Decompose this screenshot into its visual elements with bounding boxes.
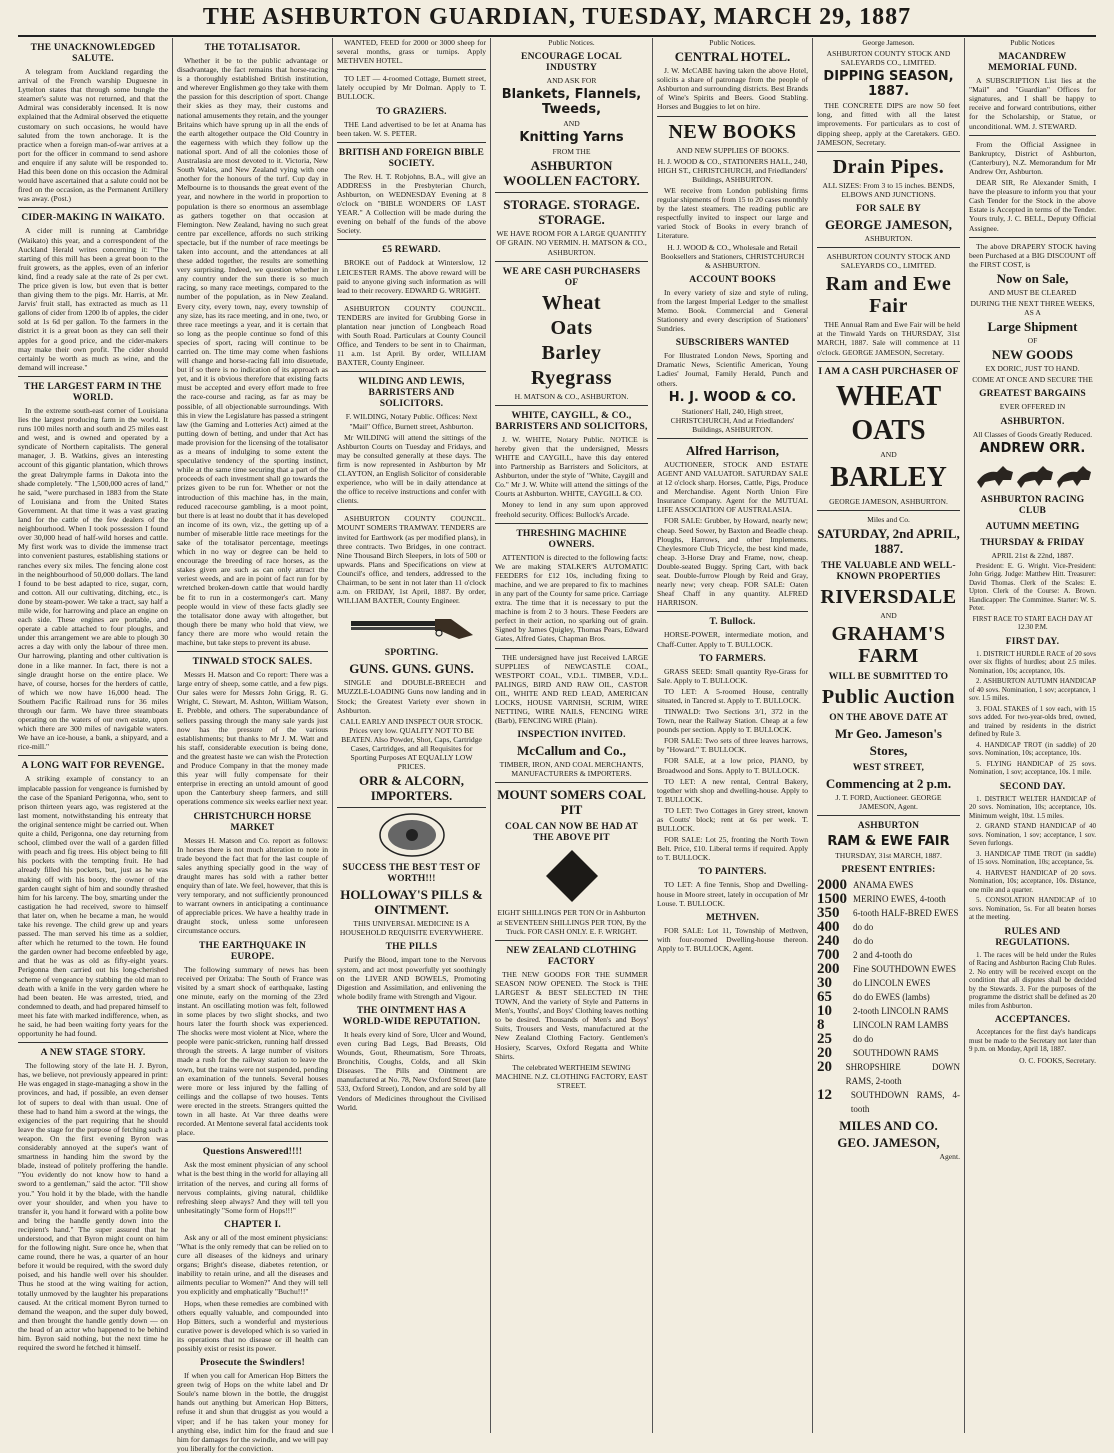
entry-row [817,1018,960,1032]
advert-text: AND [880,449,897,459]
entry-count: 2000 [817,877,847,894]
racing-illustration [969,460,1096,490]
race-item: 4. HARVEST HANDICAP of 20 sovs. Nomination, 10s; acceptance, 10s. Distance, one mile and a quarter. [969,868,1096,894]
advert-text: The Rev. H. T. Robjohns, B.A., will give an ADDRESS in the Presbyterian Church, Ashburton, on WEDNESDAY Evening at 8 o'clock on "BIBLE WONDERS OF LAST YEAR." A Collection will be made during the evening on behalf of the funds of the above Society. [337,171,486,236]
advert-text: COME AT ONCE AND SECURE THE [972,375,1093,385]
advert-heading: GREATEST BARGAINS [979,389,1086,400]
article-text: A telegram from Auckland regarding the arrival of the French warship Duguesne in Lyttelton states that through some bungle the steamer's salute was not returned, and that the Admiral was considerably incensed. It is now explained that the Admiral observed the etiquette customary on such occasions, he would have saluted from the town anchorage. It is the practice when a foreign man-of-war arrives at a port for the officer in command to send ashore and enquire if any salute will be responded to. Had this been done on this occasion the Admiral would have ascertained that a salute could not be fired on the occasion, as the Permanent Artillery was away. (Post.) [18,67,168,204]
advert-text: H. J. WOOD & CO., Wholesale and Retail Booksellers and Stationers, CHRISTCHURCH & ASHBURTON. [660,242,805,270]
advert-heading: ANDREW ORR. [979,440,1086,456]
article-heading: THE UNACKNOWLEDGED SALUTE. [30,43,156,64]
entry-count: 65 [817,989,832,1006]
advert-text: GEORGE JAMESON, ASHBURTON. [829,496,948,506]
advert-heading: SECOND DAY. [999,781,1066,792]
divider [817,151,960,152]
race-item: 2. GRAND STAND HANDICAP of 40 sovs. Nomination, 1 sov; acceptance, 1 sov. Seven furlongs. [969,822,1096,848]
advert-heading: Large Shipment [987,319,1078,335]
advert-text: EIGHT SHILLINGS PER TON Or in Ashburton at SEVENTEEN SHILLINGS PER TON, By the Truck. FOR CASH ONLY. E. F. WRIGHT. [496,908,647,936]
advert-text: EX DORIC, JUST TO HAND. [985,364,1080,374]
article-text: Ask the most eminent physician of any school what is the best thing in the world for allaying all irritation of the nerves, and curing all forms of nervous complaints, giving natural, childlike refreshing sleep always? And they will tell you unhesitatingly "Some form of Hops!!!" [177,1160,328,1215]
advert-heading: RULES AND REGULATIONS. [995,926,1070,948]
advert-heading: ENCOURAGE LOCAL INDUSTRY [521,52,622,74]
article-text: Messrs H. Matson and Co report: There was a large entry of sheep, some cattle, and a few pigs. Our sales were for Messrs John Grigg, R. G. Wright, C. Stewart, M. Ashton, William Watson, E. Prebble, and others. The superabundance of sellers passing through the many sale yards just now has the pressure of the various establishments; but thanks to Mr J. M. Watt and his staff, considerable execution is being done, and the greatest haste we can wish the Protection and Produce Company in that the money made this year will fully compensate for their enterprise in erecting an untold amount of good upon the Canterbury sheep farmers, and still operations commence six weeks earlier next year. [177,670,328,807]
advert-text: HORSE-POWER, intermediate motion, and Chaff-Cutter. Apply to T. BULLOCK. [657,630,808,649]
column-rule [490,38,491,1433]
advert-heading: GUNS. GUNS. GUNS. [349,661,474,677]
advert-heading: BRITISH AND FOREIGN BIBLE SOCIETY. [338,147,485,169]
advert-heading: GEORGE JAMESON, [824,216,953,232]
race-item: 2. ASHBURTON AUTUMN HANDICAP of 40 sovs. Nomination, 1 sov; acceptance, 1 sov. 1.5 miles. [969,677,1096,703]
article-text: The following story of the late H. J. Byron, has, we believe, not previously appeared in print: He was engaged in stage-managing a show in the provinces, and had, if possible, an even denser lot of supers to deal with than usual. One of these had to hand him a sword at the wings, the exigencies of the part requiring that he should leave the stage for the purpose of fetching such a weapon. On the first evening Byron was considerably annoyed at the super's want of smartness in handing him the sword by the blade, instead of politely proffering the handle. "You evidently do not know how to hand a sword to a gentleman," said the actor. "I'll show you." You hold it by the blade, with the handle over your shoulder, and when you have to transfer it, you hand it forward with a polite bow and bring the handle gently down into the recipient's hand." The super assured that he understood, and that Byron might count on him for the following night. Sure once he, when that came round, there he was, a quarter of an hour before it would be required, with the sword duly poised, and his handle well over his shoulder. Thus he stood at the wing waiting for action, totally unmoved by the laughter his preparations caused. At the critical moment Byron turned to demand the weapon, and the super duly bowed, and then brought the handle gently down — on the head of an actor who happened to be behind him. Byron said nothing, but the next time he required the sword he fetched it himself. [18,1061,168,1353]
advert-text: DURING THE NEXT THREE WEEKS, AS A [970,298,1095,318]
advert-heading: RAM & EWE FAIR [827,834,950,850]
divider [177,651,328,652]
grain-item: Barley [541,341,602,364]
advert-heading: METHVEN. [705,912,760,923]
entry-row [817,1088,960,1116]
divider [337,371,486,372]
divider [495,192,648,193]
entry-row [817,934,960,948]
shotgun-icon [347,609,477,643]
entry-count: 20 [817,1059,832,1076]
advert-text: ASHBURTON COUNTY STOCK AND SALEYARDS CO., LIMITED. [826,49,951,68]
entry-count: 10 [817,1003,832,1020]
advert-text: WE receive from London publishing firms regular shipments of from 15 to 20 cases monthly by the latest steamers. The reading public are respectfully invited to inspect our large and varied Stock of Books in every branch of Literature. [657,185,809,241]
column-1 [18,38,168,1433]
advert-heading: Stores, [869,742,908,758]
advert-heading: Ram and Ewe Fair [825,273,952,318]
advert-text: WANTED, FEED for 2000 or 3000 sheep for several months, grass or turnips. Apply METHVEN HOTEL. [337,38,486,66]
entry-description: do do EWES (lambs) [853,992,930,1003]
article-heading: CIDER-MAKING IN WAIKATO. [21,213,165,224]
grain-item: OATS [851,414,926,446]
divider [657,438,808,439]
entry-count: 30 [817,975,832,992]
advert-heading: Mr Geo. Jameson's [835,725,942,741]
advert-text: H. MATSON & CO., ASHBURTON. [514,391,629,401]
racehorses-icon [973,460,1093,490]
advert-text: AND MUST BE CLEARED [988,287,1077,297]
advert-heading: GEO. JAMESON, [837,1135,940,1151]
advert-text: O. C. FOOKS, Secretary. [1019,1055,1096,1065]
advert-text: For Illustrated London News, Sporting and Dramatic News, Scientific American, Young Ladies' Journal, Family Herald, Punch and others. [657,351,808,388]
advert-text: ATTENTION is directed to the following facts: We are making STALKER'S AUTOMATIC FEEDERS for £12 10s, including fixing to machine, and we are prepared to fix to machines in any part of the County for same price. Carriage extra. The time that it is necessary to put the machine is from 2 to 3 hours. These Feeders are perfect in their action, no sparking out of grain. Signed by James Quigley, Thomas Pears, Edward Gates, Alfred Gates, Chapman Bros. [495,552,648,644]
advert-text: ASHBURTON COUNTY COUNCIL. MOUNT SOMERS TRAMWAY. TENDERS are invited for Earthwork (as per modified plans), in three contracts. Two Bridges, in one contract. Nine Thousand Birch Sleepers, in lots of 500 or upwards. Plans and Specifications on view at Council's office, and tenders, addressed to the Chairman, to be sent in not later than 11 o'clock a.m. on FRIDAY, 1st April, 1887. By order, WILLIAM BAXTER, County Engineer. [337,514,486,606]
advert-heading: MACANDREW MEMORIAL FUND. [988,52,1077,74]
column-2 [177,38,328,1453]
advert-heading: PRESENT ENTRIES: [841,865,936,876]
advert-heading: STORAGE. STORAGE. STORAGE. [503,197,640,228]
divider [337,509,486,510]
advert-text: F. WILDING, Notary Public. Offices: Next "Mail" Office, Burnett street, Ashburton. [345,412,478,431]
advert-text: THE CONCRETE DIPS are now 50 feet long, and fitted with all the latest improvements. For particulars as to cost of dipping sheep, apply at the Caretakers. GEO. JAMESON, Secretary. [817,101,960,147]
advert-text: BROKE out of Paddock at Winterslow, 12 LEICESTER RAMS. The above reward will be paid to anyone giving such information as will lead to their recovery. EDWARD G. WRIGHT. [337,258,486,295]
divider [817,815,960,816]
divider [495,261,648,262]
advert-text: TO LET: A fine Tennis, Shop and Dwelling-house in Moore street, lately in occupation of Mr Louse. T. BULLOCK. [657,880,808,908]
article-heading: CHRISTCHURCH HORSE MARKET [193,811,312,833]
advert-text: THIS UNIVERSAL MEDICINE IS A HOUSEHOLD REQUISITE EVERYWHERE. [339,919,484,938]
advert-heading: TO FARMERS. [699,653,766,664]
advert-text: President: E. G. Wright. Vice-President: John Grigg. Judge: Matthew Hitt. Treasurer: David Thomas. Clerk of the Scales: E. Upton. Clerk of the Course: A. Brown. Handicapper: The Committee. Starter: W. S. Peter. [969,561,1096,613]
advert-text: THE NEW GOODS FOR THE SUMMER SEASON NOW OPENED. The Stock is THE LARGEST & BEST SELECTED IN THE TOWN, And the variety of Style and Patterns in Men's, Youths', and Boys' Clothing leaves nothing to be desired. Thousands of Men's and Boys' Suits, Trousers and Vests, manufactured at the New Zealand Clothing Factory. Gentlemen's Hosiery, Scarves, Oxford Regatta and White Shirts. [495,969,648,1061]
advert-heading: ASHBURTON RACING CLUB [980,494,1085,516]
advert-heading: NEW BOOKS [668,120,797,143]
advert-text: APRIL 21st & 22nd, 1887. [991,550,1074,560]
advert-text: TO LET: A 5-roomed House, centrally situated, in Tancred st. Apply to T. BULLOCK. [657,686,808,705]
entry-count: 200 [817,961,840,978]
advert-text: TO LET — 4-roomed Cottage, Burnett street, lately occupied by Mr Dolman. Apply to T. BULLOCK. [337,74,486,102]
advert-text: AND [563,119,580,129]
advert-heading: FIRST DAY. [1005,636,1060,647]
advert-text: ALL SIZES: From 3 to 15 inches. BENDS, ELBOWS AND JUNCTIONS. [822,180,955,199]
trademark-illustration [337,812,486,858]
advert-heading: Blankets, Flannels, Tweeds, [501,87,642,118]
advert-text: AND [880,610,897,620]
advert-heading: ASHBURTON. [1000,416,1065,427]
advert-text: ASHBURTON COUNTY STOCK AND SALEYARDS CO., LIMITED. [826,252,951,271]
advert-heading: ON THE ABOVE DATE AT [829,712,948,723]
advert-heading: Knitting Yarns [519,130,624,146]
column-rule [172,38,173,1433]
entry-count: 12 [817,1087,832,1104]
advert-heading: McCallum and Co., [516,743,627,759]
entry-count: 240 [817,933,840,950]
advert-heading: RIVERSDALE [820,585,957,608]
advert-heading: GRAHAM'S FARM [831,622,946,667]
masthead [0,0,1114,36]
column-rule [964,38,965,1433]
advert-heading: H. J. WOOD & CO. [668,389,797,405]
advert-heading: TO PAINTERS. [698,867,767,878]
entry-count: 8 [817,1017,825,1034]
divider [495,648,648,649]
divider [657,116,808,117]
divider [337,142,486,143]
column-6 [817,38,960,1433]
entry-description: SOUTHDOWN RAMS [853,1048,939,1059]
section-label: Public Notices [1010,38,1055,47]
entry-description: 6-tooth HALF-BRED EWES [853,908,959,919]
entry-row [817,990,960,1004]
advert-text: TO LET: Two Cottages in Grey street, known as Coutts' block; rent at 6s per week. T. BULLOCK. [657,805,808,834]
entry-row [817,878,960,892]
divider [18,376,168,377]
divider [817,247,960,248]
advert-text: THE Land advertised to be let at Anama has been taken. W. S. PETER. [337,119,486,138]
advert-text: J. T. FORD, Auctioneer. GEORGE JAMESON, Agent. [835,792,942,812]
entry-description: SHROPSHIRE DOWN RAMS, 2-tooth [845,1062,960,1087]
column-rule [332,38,333,1433]
advert-text: TIMBER, IRON, AND COAL MERCHANTS, MANUFACTURERS & IMPORTERS. [499,760,644,779]
entry-description: 2-tooth LINCOLN RAMS [853,1006,949,1017]
entry-description: do do [853,922,874,933]
advert-text: GRASS SEED: Small quantity Rye-Grass for Sale. Apply to T. BULLOCK. [657,666,808,685]
divider [969,135,1096,136]
advert-text: Agent. [939,1152,960,1162]
grain-item: BARLEY [830,461,947,493]
entry-description: MERINO EWES, 4-tooth [853,894,946,905]
advert-text: From the Official Assignee in Bankruptcy, District of Ashburton, (Canterbury), N.Z. Memorandum for Mr Andrew Orr, Ashburton. [969,139,1096,176]
article-heading: A LONG WAIT FOR REVENGE. [21,761,165,772]
grain-item: Oats [550,316,593,339]
race-item: 1. DISTRICT HURDLE RACE of 20 sovs over six flights of hurdles; about 2.5 miles. Nomination, 10s; acceptance, 10s. [969,649,1096,675]
advert-heading: £5 REWARD. [382,245,441,256]
advert-text: FROM THE [552,147,591,157]
divider [337,239,486,240]
advert-heading: ASHBURTON [857,821,920,832]
article-text: If when you call for American Hop Bitters the green twig of Hops on the white label and Dr Soule's name blown in the bottle, the druggist hands out anything but American Hop Bitters, refuse it and shun that druggist as you would a viper; and if he has taken your money for anything else, indict him for the fraud and sue him for damages for the swindle, and we will pay you liberally for the conviction. [177,1371,328,1453]
article-text: A cider mill is running at Cambridge (Waikato) this year, and a correspondent of the Auckland Herald writes concerning it: "The starting of this mill has been a great boon to the fruit growers, as the apples, even of an inferior kind, find a ready sale at the rate of 2s per cwt. The price given is low, but even that is better than giving them to the pigs. Mr. Harris, at Mr. Jarvis' fruit stall, has extracted as much as 11 gallons of cider from 1200 lb of apples, the cider sold at 1s 6d per gallon. To the farmers in the district it is a great boon as they can sell their apples for a good price, and the cider-makers may make their own profit. The cider should certainly be worth as much as wine, and the demand will increase." [18,226,168,372]
entry-description: Fine SOUTHDOWN EWES [853,964,956,975]
article-text: Ask any or all of the most eminent physicians: "What is the only remedy that can be relied on to cure all diseases of the kidneys and urinary organs; Bright's disease, diabetes retention, or inability to retain urine, and all the diseases and ailments peculiar to Women?" And they will tell you explicitly and emphatically "Buchu!!!" [177,1232,328,1297]
divider [337,69,486,70]
entry-count: 350 [817,905,840,922]
race-item: 3. HANDICAP TIME TROT (in saddle) of 15 sovs. Nomination, 10s; acceptance, 5s. [969,849,1096,867]
column-3 [337,38,486,1433]
advert-heading: MOUNT SOMERS COAL PIT [497,787,646,818]
diamond-icon [544,848,600,904]
advert-text: EVER OFFERED IN [999,402,1066,412]
advert-text: OF [1027,336,1038,346]
entry-description: do do [853,1034,874,1045]
advert-text: J. W. WHITE, Notary Public. NOTICE is hereby given that the undersigned, Messrs WHITE and CAYGILL, have this day entered into Partnership as Barristers and Solicitors, at Ashburton, under the style of "White, Caygill and Co." Mr J. W. White will attend the sittings of the Courts at Ashburton. WHITE, CAYGILL & CO. [495,434,648,499]
entry-count: 1500 [817,891,847,908]
entry-row [817,1046,960,1060]
column-7 [969,38,1096,1433]
advert-text: CALL EARLY AND INSPECT OUR STOCK. Prices very low. QUALITY NOT TO BE BEATEN. Also Powder, Shot, Caps, Cartridge Cases, Cartridges, and all Requisites for Sporting Purposes AT EQUALLY LOW PRICES. [340,716,483,772]
race-item: 5. CONSOLATION HANDICAP of 10 sovs. Nomination, 5s. For all beaten horses at the meeting. [969,896,1096,922]
article-text: Hops, when these remedies are combined with others equally valuable, and compounded into Hop Bitters, such a wonderful and mysterious curative power is developed which is so varied in its operations that no disease or ill health can possibly exist or resist its power. [177,1298,328,1353]
advert-heading: Commencing at 2 p.m. [825,775,952,791]
entry-description: do do [853,936,874,947]
advert-heading: NEW ZEALAND CLOTHING FACTORY [506,945,637,967]
advert-text: Money to lend in any sum upon approved freehold security. Offices: Bullock's Arcade. [495,500,648,519]
advert-text: Purify the Blood, impart tone to the Nervous system, and act most powerfully yet soothingly on the LIVER AND BOWELS, Promoting Digestion and Assimilation, and enlivening the whole bodily frame with Strength and Vigour. [337,955,486,1001]
advert-heading: ASHBURTON WOOLLEN FACTORY. [503,158,640,189]
column-4 [495,38,648,1433]
article-text: A striking example of constancy to an implacable passion for vengeance is furnished by the case of the Spaniard Perigonna, who, sent to prison thirteen years ago, was registered at the last moment, notwithstanding his entreaty that the original sentence might be carried out. When quite a child, Perigonna, one day returning from school, climbed over the wall of a garden filled with peach and fig trees. His object being to fill his pockets with the tempting fruit. He had already filled his pockets, but, just as he was making off with his booty, the owner of the garden caught sight of him and soundly thrashed him for his larceny. The boy, smarting under the castigation he had received, swore to himself that later on, when he became a man, he would take his revenge. The child grew up and years passed. The man served his time as a soldier, after which he returned to the town. He found the garden owner had become enfeebled by age, and that he was as old as fifty-eight years. Perigonna then carried out his long-cherished scheme of vengeance by stabbing the old man to death with a knife in the very garden where he had been beaten. He was arrested, tried, and condemned to death, and had prepared himself to meet his fate with marked indifference, when, as he said, he had been waiting forty years for the opportunity he had found. [18,774,168,1039]
advert-text: THURSDAY, 31st MARCH, 1887. [835,851,942,861]
grain-item: WHEAT [835,380,942,412]
advert-heading: WE ARE CASH PURCHASERS OF [502,266,641,288]
advert-text: TO LET: A new rental, Central Bakery, together with shop and dwelling-house. Apply to T. BULLOCK. [657,776,808,804]
entry-row [817,906,960,920]
entry-row [817,892,960,906]
entry-description: 2 and 4-tooth do [853,950,913,961]
advert-heading: SATURDAY, 2nd APRIL, 1887. [817,525,960,556]
advert-heading: ORR & ALCORN, IMPORTERS. [358,773,465,804]
advert-heading: T. Bullock. [709,617,756,628]
advert-heading: SPORTING. [384,648,439,659]
advert-text: A SUBSCRIPTION List lies at the "Mail" and "Guardian" Offices for signatures, and I shall be happy to receive and forward contributions, either for the Scholarship, or Statue, or unconditional. WM. J. STEWARD. [969,76,1096,131]
race-item: 5. FLYING HANDICAP of 25 sovs. Nomination, 1 sov; acceptance, 10s. 1 mile. [969,759,1096,777]
article-heading: THE EARTHQUAKE IN EUROPE. [198,940,307,962]
advert-heading: THE VALUABLE AND WELL-KNOWN PROPERTIES [821,560,956,582]
column-rule [652,38,653,1433]
advert-text: Stationers' Hall, 240, High street, CHRISTCHURCH, And at Friedlanders' Buildings, ASHBURTON. [670,406,795,434]
advert-text: THE Annual Ram and Ewe Fair will be held at the Tinwald Yards on THURSDAY, 31st MARCH, 1887. Sale will commence at 11 o'clock. GEORGE JAMESON, Secretary. [817,320,960,357]
advert-heading: Drain Pipes. [832,155,945,178]
entry-count: 700 [817,947,840,964]
entry-row [817,1004,960,1018]
advert-text: J. W. McCABE having taken the above Hotel, solicits a share of patronage from the people of Ashburton and surrounding districts. Best Brands of Wine's Spirits and Beers. Good Stabling. Horses and Buggies to let on hire. [657,66,808,112]
grain-item: Wheat [541,291,602,314]
section-label: George Jameson. [862,38,915,47]
advert-heading: Now on Sale, [996,270,1069,286]
divider [18,1042,168,1043]
advert-heading: THE OINTMENT HAS A WORLD-WIDE REPUTATION. [342,1005,481,1027]
article-heading: Questions Answered!!!! [202,1147,303,1158]
gun-illustration [337,609,486,643]
entry-description: LINCOLN RAM LAMBS [853,1020,949,1031]
advert-heading: CENTRAL HOTEL. [674,49,791,65]
advert-heading: FOR SALE BY [855,203,922,214]
entry-row [817,920,960,934]
section-label: Public Notices. [709,38,756,47]
divider [969,237,1096,238]
advert-text: FOR SALE: Grubber, by Howard, nearly new; cheap. Seed Sower, by Baxton and Beadle cheap. Ploughs, Harrows, and other Implements. Cheylesmore Club Tricycle, the best kind made, cheap. 3-Horse Dray and Frame, now, cheap. Double-seated Buggy. Spring Cart, with back seat. Double-furrow Plough by Reid and Gray, nearly new; very cheap. FOR SALE: Oaten Sheaf Chaff in any quantity. ALFRED HARRISON. [657,516,808,608]
advert-text: In every variety of size and style of ruling, from the largest Imperial Ledger to the smallest Memo. Book. Commercial and General Stationery and every description of Stationers' Sundries. [657,287,808,334]
article-heading: CHAPTER I. [224,1219,281,1230]
advert-text: FOR SALE: Lot 25, fronting the North Town Belt. Price, £10. Liberal terms if required. Apply to T. BULLOCK. [657,835,808,863]
advert-heading: INSPECTION INVITED. [517,730,626,741]
advert-text: Mr WILDING will attend the sittings of the Ashburton Courts on Tuesday and Fridays, and may be consulted generally at these days. The firm is now represented in Ashburton by Mr CLAYTON, an English Solicitor of considerable experience, who will be in daily attendance at the office to receive instructions and confer with clients. [337,432,486,506]
advert-text: The above DRAPERY STOCK having been Purchased at a BIG DISCOUNT off the FIRST COST, is [969,241,1096,269]
divider [18,207,168,208]
advert-text: AND ASK FOR [546,76,597,86]
section-label: Miles and Co. [867,514,910,524]
advert-heading: ACCOUNT BOOKS [689,274,776,285]
advert-text: THE undersigned have just Received LARGE SUPPLIES of NEWCASTLE COAL, WESTPORT COAL, V.D.L. TIMBER, V.D.L. PALINGS, BIRD AND RAW OIL, CASTOR OIL, WHITE AND RED LEAD, AMERICAN LOCKS, HOUSE VARNISH, SCRIM, WIRE NETTING, WIRE NAILS, FENCING WIRE (Barb), FENCING WIRE (Plain). [495,652,648,726]
advert-text: FOR SALE: Lot 11, Township of Methven, with four-roomed Dwelling-house thereon. Apply to T. BULLOCK, Agent. [657,925,808,953]
entry-row [817,962,960,976]
masthead-rule [18,35,1096,37]
race-item: 1. DISTRICT WELTER HANDICAP of 20 sovs. Nomination, 10s; acceptance, 10s. Minimum weight, 10st. 1.5 miles. [969,794,1096,820]
article-heading: TINWALD STOCK SALES. [192,657,313,668]
advert-text: DEAR SIR, Re Alexander Smith, I have the pleasure to inform you that your Cash Tender for the Stock in the above Estate is Accepted in terms of the Tender. Yours truly, J. C. BELL, Deputy Official Assignee. [969,178,1096,233]
advert-text: AUCTIONEER, STOCK AND ESTATE AGENT AND VALUATOR. SATURDAY SALE at 12 o'clock sharp. Horses, Cattle, Pigs, Produce and Merchandise. Agent North Union Fire Insurance Company. Agent for the MUTUAL LIFE ASSOCIATION OF AUSTRALASIA. [657,459,808,515]
advert-text: FOR SALE, at a low price, PIANO, by Broadwood and Sons. Apply to T. BULLOCK. [657,756,808,775]
advert-heading: WILDING AND LEWIS, BARRISTERS AND SOLICITORS. [358,377,465,410]
divider [495,782,648,783]
advert-heading: WEST STREET, [852,762,925,773]
advert-text: FOR SALE: Two sets of three leaves harrows, by "Howard." T. BULLOCK. [657,736,808,755]
advert-heading: TO GRAZIERS. [376,106,447,117]
divider [337,807,486,808]
advert-heading: THURSDAY & FRIDAY [980,537,1085,548]
advert-heading: SUBSCRIBERS WANTED [675,338,790,349]
advert-heading: AUTUMN MEETING [985,521,1080,532]
article-heading: THE LARGEST FARM IN THE WORLD. [24,381,162,403]
coal-illustration [495,848,648,904]
divider [495,523,648,524]
divider [177,1141,328,1142]
advert-heading: THRESHING MACHINE OWNERS. [516,528,627,550]
entry-count: 400 [817,919,840,936]
advert-heading: MILES AND CO. [839,1118,938,1134]
advert-text: Acceptances for the first day's handicaps must be made to the Secretary not later than 9 p.m. on Monday, April 18, 1887. [969,1028,1096,1054]
article-text: Messrs H. Matson and Co. report as follows: In horses there is not much alteration to note in trade beyond the fact that for the last couple of sales anything specially good in the way of draught mares has sold with a rather better enquiry than of late. We feel, however, that this is very temporary, and not sufficiently pronounced to warrant owners in anticipating a continuance of appreciable prices. We have a healthy trade in draught stock, unless some unforeseen circumstance occurs. [177,835,328,936]
advert-text: H. J. WOOD & CO., STATIONERS HALL, 240, HIGH ST., CHRISTCHURCH, and Friedlanders' Buildings, ASHBURTON. [657,156,808,184]
advert-text: ASHBURTON. [864,233,913,243]
article-heading: Prosecute the Swindlers! [200,1358,305,1369]
advert-text: ASHBURTON COUNTY COUNCIL. TENDERS are invited for Grubbing Gorse in plantation near junction of Longbeach Road with South Road. Particulars at County Council Office, and Tenders to be sent in to Chairman, 11 a.m. 1st April. By order, WILLIAM BAXTER, County Engineer. [337,303,486,368]
divider [337,299,486,300]
advert-text: TINWALD: Two Sections 3/1, 372 in the Town, near the Railway Station. Cheap at a few pounds per section. Apply to T. BULLOCK. [657,706,808,735]
entry-description: SOUTHDOWN RAMS, 4-tooth [850,1090,960,1115]
entry-description: ANAMA EWES [853,880,914,891]
advert-text: The celebrated WERTHEIM SEWING MACHINE. N.Z. CLOTHING FACTORY, EAST STREET. [495,1062,648,1090]
advert-heading: SUCCESS THE BEST TEST OF WORTH!!! [342,863,481,885]
article-heading: THE TOTALISATOR. [204,43,301,53]
article-text: Whether it be to the public advantage or disadvantage, the fact remains that horse-racing is a thoroughly established British institution, and wherever Englishmen go they take with them the passion for this description of sport. Change their skies as they may, their customs and national amusements they retain, and the younger Britains which have sprung up in all the ends of the earth altogether outpace the Old Country in the eagerness with which they follow up the national sport. And of all the colonies those of Australasia are most devoted to it. Victoria, New South Wales, and New Zealand vying with one another for the honours of the turf. Cup day in Melbourne is to thousands the great event of the year, and nowhere in the world in proportion to population is there so enormous an assemblage as gathers together on that occasion at Flemington. New Zealand, having no such great centre par excellence, affords no such striking spectacle, but if the number of race meetings be taken into account, and the attendances at all these added together, the results are something very surprising. Indeed, we question whether in any country under the sun there is so much racing, so many race meetings, compared to the number of the population, as in New Zealand. Every city, every town, nay, every township of any size, has its race meeting, and in one, two, or three race meetings a year, and it is certain that so long as the people continue so fond of this species of sport, racing will continue to be carried on. The time may come when fashions will change and horse-racing fall into disuetude, but if so there is no indication of its approach as yet, and it is obvious therefore that existing facts must be accepted and every effort made to free the race-course and racing, as far as may be possible, of all objectionable surroundings. With this in view the Legislature has passed a stringent law (the Gaming and Lotteries Act) aimed at the putting down of betting, and under that Act has made provision for the licensing of the totalisator as a means of indulging to some extent the speculative tendency of the sporting instinct, while at the same time securing that a part of the proceeds of each investment shall go towards the prizes given to be run for. Whether or not the introduction of this machine has, in the main, reduced racecourse gambling, is a moot point, but there is at least no doubt that it has developed an income of its own, viz., the getting up of a number of miserable little race meetings for the sake of the totalisator percentage, meetings which in no way or degree can be held to encourage the breeding of race horses, as the stakes given are such as can only attract the veriest weeds, and are in point of fact run for by wretched broken-down cattle that would hardly be fit to run in a costermonger's cart. Many people would in view of these facts gladly see the totalisator done away with altogether, but though there be many who hold that view, we fancy there are more who would retain the machine, but take steps to prevent its abuse. [177,56,328,647]
masthead-title: THE ASHBURTON GUARDIAN, TUESDAY, MARCH 29, 1887 [202,4,912,30]
entry-description: do LINCOLN EWES [853,978,931,989]
entry-row [817,948,960,962]
divider [817,510,960,511]
holloway-seal-icon [377,812,447,858]
advert-text: SINGLE and DOUBLE-BREECH and MUZZLE-LOADING Guns now landing and in Stock; the Greatest Variety ever shown in Ashburton. [337,678,486,715]
advert-heading: HOLLOWAY'S PILLS & OINTMENT. [340,887,483,918]
entry-row [817,1032,960,1046]
entries-list [817,878,960,1116]
article-heading: A NEW STAGE STORY. [40,1048,146,1059]
section-label: Public Notices. [548,38,595,47]
entry-count: 20 [817,1045,832,1062]
advert-heading: WHITE, CAYGILL, & CO., BARRISTERS AND SOLICITORS, [495,410,648,432]
advert-heading: WILL BE SUBMITTED TO [828,671,949,682]
advert-heading: I AM A CASH PURCHASER OF [818,366,959,377]
divider [495,405,648,406]
divider [495,940,648,941]
entry-row [817,976,960,990]
advert-heading: ACCEPTANCES. [994,1015,1071,1026]
article-text: In the extreme south-east corner of Louisiana lies the largest producing farm in the world. It runs 100 miles north and south and 25 miles east and west, and is owned and operated by a syndicate of Northern capitalists. The general manager, J. B. Watkins, gives an interesting account of this gigantic plantation, which throws the great Dalrymple farms in Dakota into the shade completely. "The 1,500,000 acres of land," he said, "were purchased in 1883 from the State of Louisiana and from the United States Government. At that time it was a vast grazing land for the cattle of the few dealers of the neighbourhood. When I took possession I found over 30,000 head of half-wild horses and cattle. My first work was to divide the immense tract into convenient pastures, establishing stations or ranches every six miles. The fencing alone cost in the neighbourhood of 50,000 dollars. The land I found to be best adapted to rice, sugar, corn, and cotton. All our cultivating, ditching, etc., is done by steam-power. We take a tract, say half a mile wide, for harrowing and place an engine on each side. These engines are portable, and operate a cable attached to four ploughs, and under this arrangement we are able to plough 30 acres a day with only the labour of three men. Our harrowing, planting and other cultivation is done in a like manner. In fact, there is not a single draught horse on the entire place. We have, of course, horses for the herders of cattle, of which we now have 16,000 head. The Southern Pacific Railroad runs for 36 miles through our farm. We have three steamboats operating on the waters of our own estate, upon which there are 300 miles of navigable waters. We have an ice-house, a bank, a shipyard, and a rice-mill." [18,405,168,752]
advert-text: AND NEW SUPPLIES OF BOOKS. [676,145,789,155]
divider [18,755,168,756]
race-item: 3. FOAL STAKES of 1 sov each, with 15 sovs added. For two-year-olds bred, owned, and trained by residents in the district defined by Rule 3. [969,704,1096,739]
advert-text: FIRST RACE TO START EACH DAY AT 12.30 P.M. [972,614,1093,632]
divider [657,611,808,612]
column-5 [657,38,808,1433]
advert-heading: Public Auction [821,685,956,708]
advert-heading: THE PILLS [385,942,438,953]
article-text: The following summary of news has been received per Orizaba: The South of France was visited by a smart shock of earthquake, lasting one minute, early on the morning of the 23rd instant. An oscillating motion was felt, followed in some places by two slight shocks, and two hours later the fourth shock was experienced. The shocks were most violent at Nice, where the people were panic-stricken, running half dressed through the streets. A large number of visitors made a rush for the railway station to leave the town, but the trains were not suspended, pending an examination of the tunnels. Several houses were more or less injured by the falling of ceilings and the collapse of two houses. Tents were erected in the streets. Strangers quitted the town in all haste. At Var three deaths were recorded. At Mentone several fatal accidents took place. [177,964,328,1138]
advert-heading: NEW GOODS [991,347,1074,363]
column-rule [812,38,813,1433]
advert-text: It heals every kind of Sore, Ulcer and Wound, even curing Bad Legs, Bad Breasts, Old Wounds, Gout, Rheumatism, Sore Throats, Bronchitis, Coughs, Colds, and all Skin Diseases. The Pills and Ointment are manufactured at No. 78, New Oxford Street (late 533, Oxford Street), London, and are sold by all Vendors of Medicines throughout the Civilised World. [337,1029,486,1112]
advert-heading: Alfred Harrison, [686,442,779,458]
grain-item: Ryegrass [530,366,613,389]
advert-heading: COAL CAN NOW BE HAD AT THE ABOVE PIT [504,822,639,844]
entry-row [817,1060,960,1088]
advert-heading: DIPPING SEASON, 1887. [823,69,954,100]
advert-text: All Classes of Goods Greatly Reduced. [972,429,1093,439]
race-item: 4. HANDICAP TROT (in saddle) of 20 sovs. Nomination, 10s; acceptance, 10s. [969,740,1096,758]
divider [817,361,960,362]
entry-count: 25 [817,1031,832,1048]
advert-text: 1. The races will be held under the Rules of Racing and Ashburton Racing Club Rules. 2. No entry will be received except on the condition that all disputes shall be decided by the Stewards. 3. For the purposes of the programme the district shall be defined as 20 miles from Ashburton. [969,950,1096,1010]
advert-text: WE HAVE ROOM FOR A LARGE QUANTITY OF GRAIN. NO VERMIN. H. MATSON & CO., ASHBURTON. [496,229,647,257]
